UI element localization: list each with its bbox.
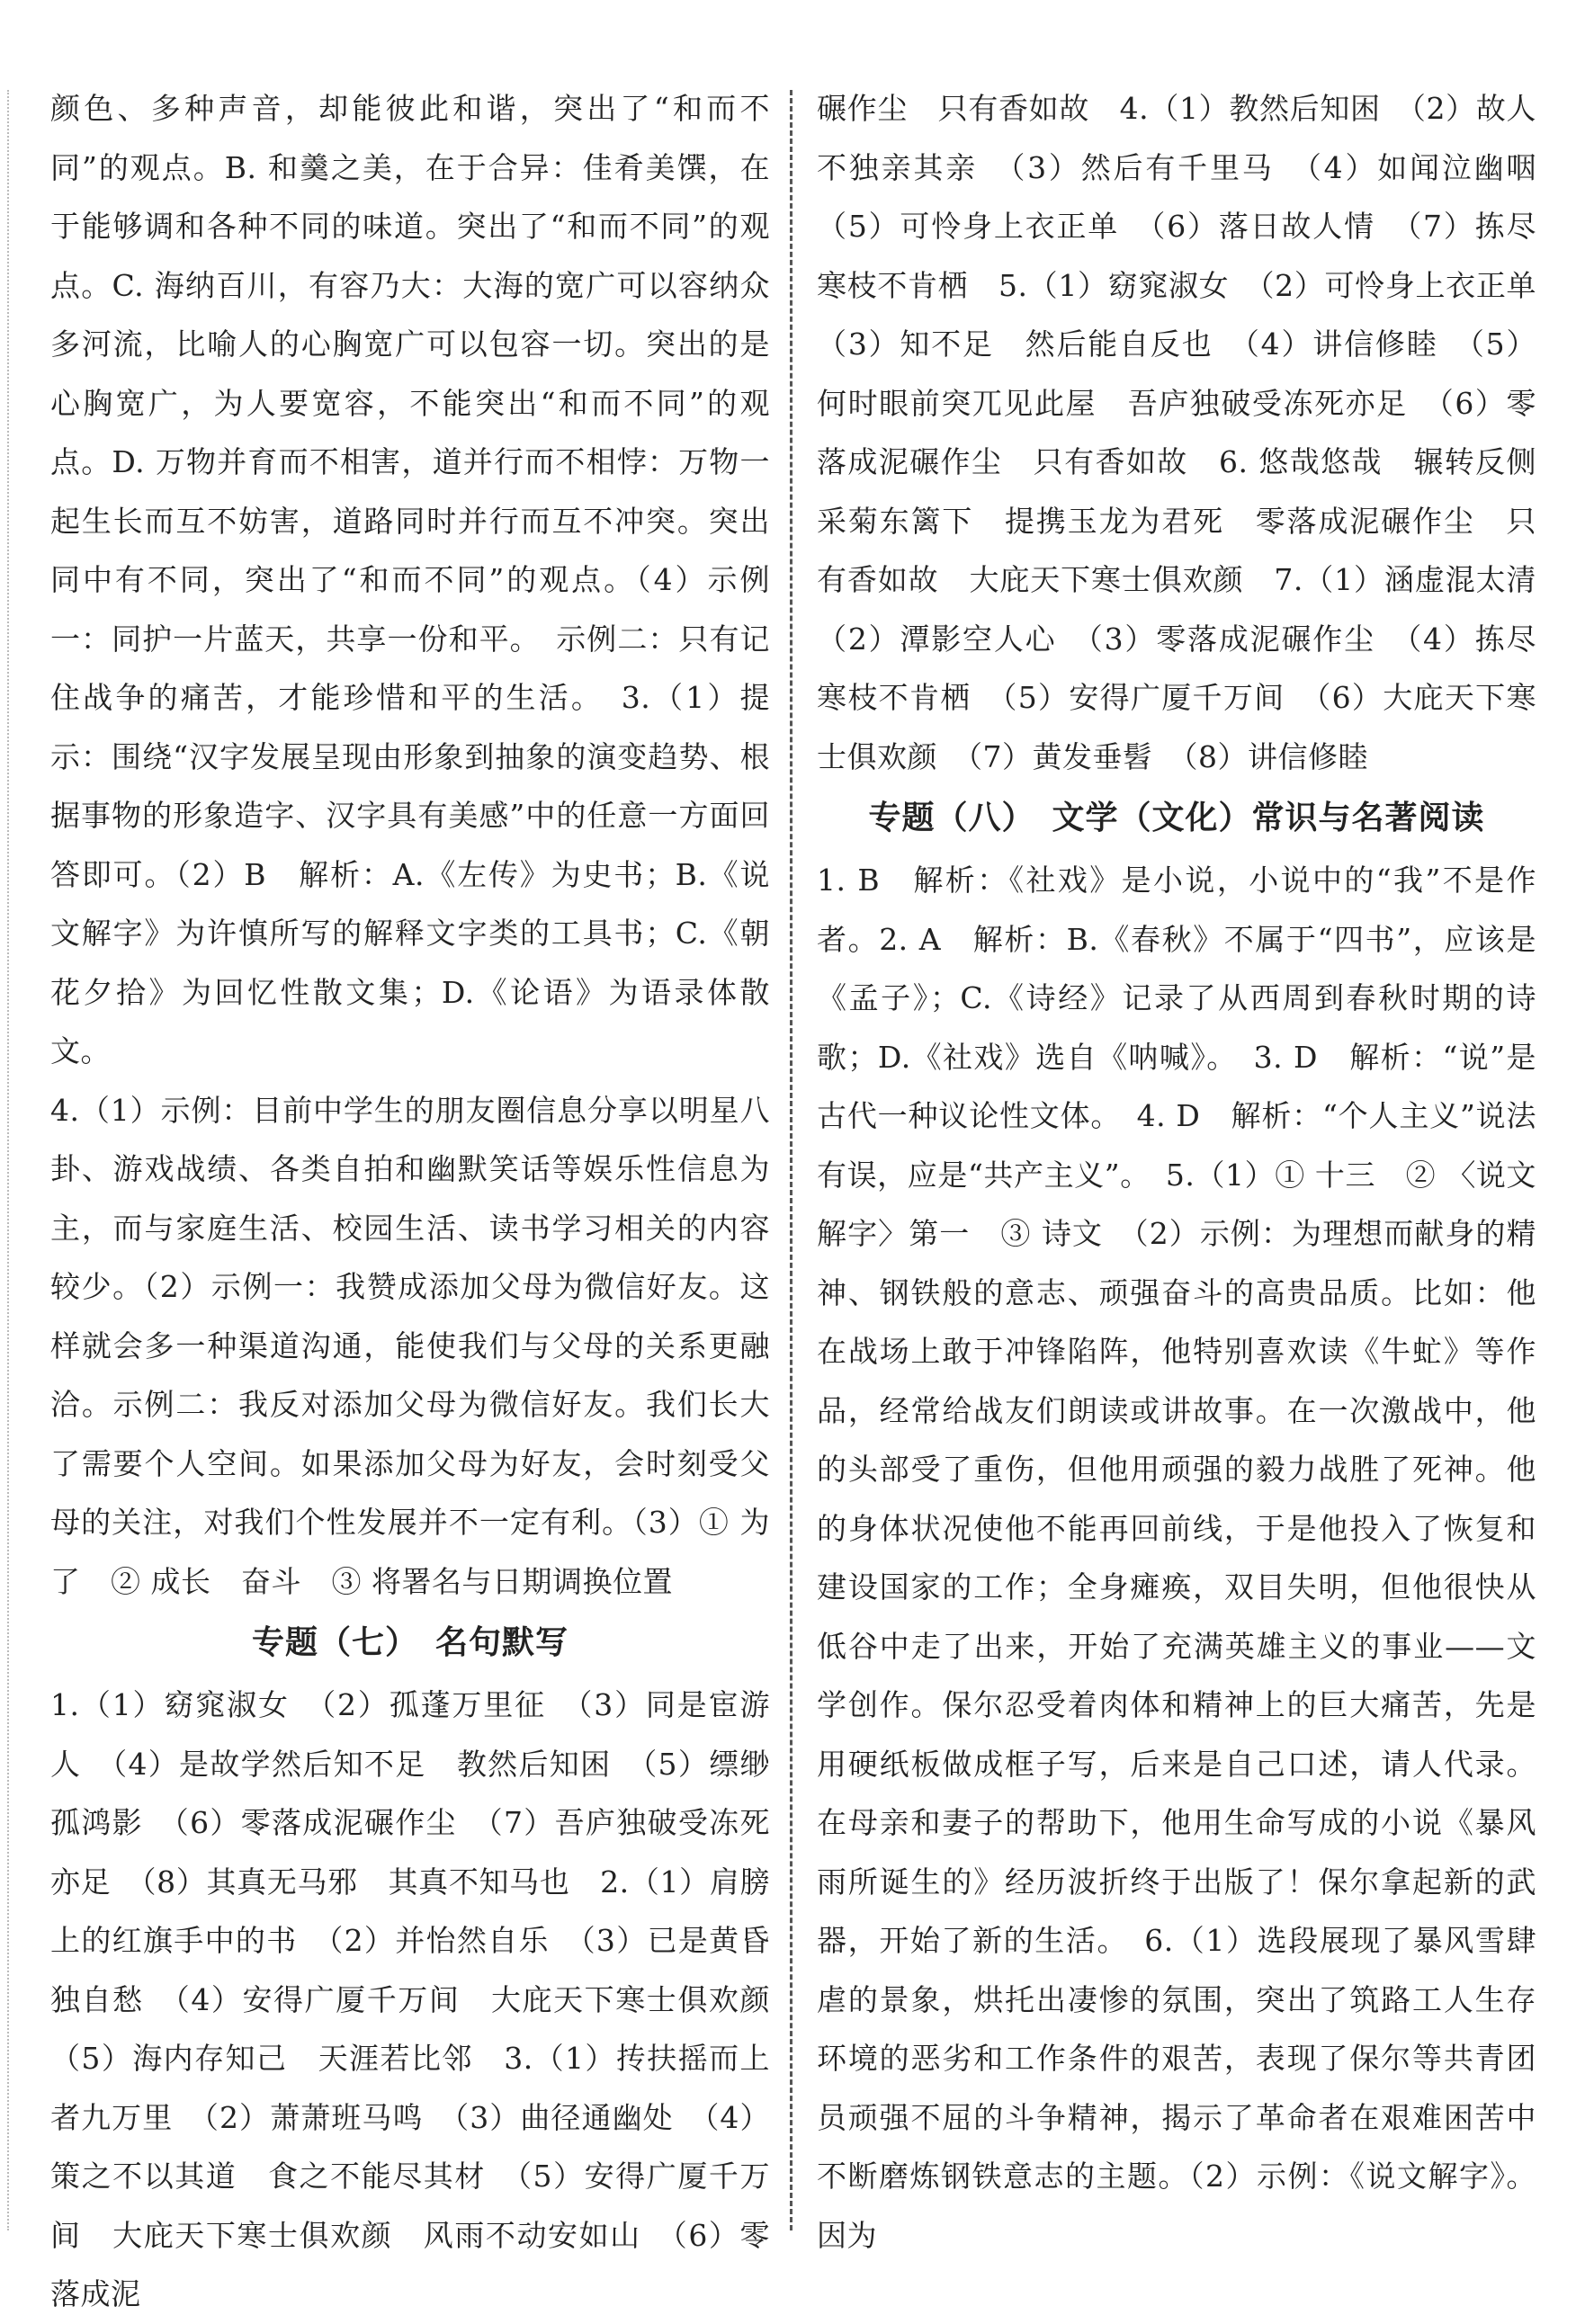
right-paragraph-2: 1. B 解析：《社戏》是小说，小说中的“我”不是作者。2. A 解析：B.《春秋》不属于“四书”，应该是《孟子》；C.《诗经》记录了从西周到春秋时期的诗歌；D.《社戏》选自《呐喊》。 3. D 解析：“说”是古代一种议论性文体。 4. D 解析：“个人主义”说法有误，应是“共产主义”。 5.（1）① 十三 ② 〈说文解字〉第一 ③ 诗文 （2）示例：为理想而献身的精神、钢铁般的意志、顽强奋斗的高贵品质。比如：他在战场上敢于冲锋陷阵，他特别喜欢读《牛虻》等作品，经常给战友们朗读或讲故事。在一次激战中，他的头部受了重伤，但他用顽强的毅力战胜了死神。他的身体状况使他不能再回前线，于是他投入了恢复和建设国家的工作；全身瘫痪，双目失明，但他很快从低谷中走了出来，开始了充满英雄主义的事业——文学创作。保尔忍受着肉体和精神上的巨大痛苦，先是用硬纸板做成框子写，后来是自己口述，请人代录。在母亲和妻子的帮助下，他用生命写成的小说《暴风雨所诞生的》经历波折终于出版了！保尔拿起新的武器，开始了新的生活。 6.（1）选段展现了暴风雪肆虐的景象，烘托出凄惨的氛围，突出了筑路工人生存环境的恶劣和工作条件的艰苦，表现了保尔等共青团员顽强不屈的斗争精神，揭示了革命者在艰难困苦中不断磨炼钢铁意志的主题。（2）示例：《说文解字》。因为 <box>817 863 1536 2253</box>
left-paragraph-2: 4.（1）示例：目前中学生的朋友圈信息分享以明星八卦、游戏战绩、各类自拍和幽默笑话等娱乐性信息为主，而与家庭生活、校园生活、读书学习相关的内容较少。（2）示例一：我赞成添加父母为微信好友。这样就会多一种渠道沟通，能使我们与父母的关系更融洽。示例二：我反对添加父母为微信好友。我们长大了需要个人空间。如果添加父母为好友，会时刻受父母的关注，对我们个性发展并不一定有利。（3）① 为了 ② 成长 奋斗 ③ 将署名与日期调换位置 <box>50 1092 770 1599</box>
left-paragraph-1: 颜色、多种声音，却能彼此和谐，突出了“和而不同”的观点。B. 和羹之美，在于合异：佳肴美馔，在于能够调和各种不同的味道。突出了“和而不同”的观点。C. 海纳百川，有容乃大：大海的宽广可以容纳众多河流，比喻人的心胸宽广可以包容一切。突出的是心胸宽广，为人要宽容，不能突出“和而不同”的观点。D. 万物并育而不相害，道并行而不相悖：万物一起生长而互不妨害，道路同时并行而互不冲突。突出同中有不同，突出了“和而不同”的观点。（4）示例一：同护一片蓝天，共享一份和平。 示例二：只有记住战争的痛苦，才能珍惜和平的生活。 3.（1）提示：围绕“汉字发展呈现由形象到抽象的演变趋势、根据事物的形象造字、汉字具有美感”中的任意一方面回答即可。（2）B 解析：A.《左传》为史书；B.《说文解字》为许慎所写的解释文字类的工具书；C.《朝花夕拾》为回忆性散文集；D.《论语》为语录体散文。 <box>50 91 770 1068</box>
right-column <box>817 79 1567 2265</box>
left-paragraph-3: 1.（1）窈窕淑女 （2）孤蓬万里征 （3）同是宦游人 （4）是故学然后知不足 教然后知困 （5）缥缈孤鸿影 （6）零落成泥碾作尘 （7）吾庐独破受冻死亦足 （8）其真无马邪 其真不知马也 2.（1）肩膀上的红旗手中的书 （2）并怡然自乐 （3）已是黄昏独自愁 （4）安得广厦千万间 大庇天下寒士俱欢颜 （5）海内存知己 天涯若比邻 3.（1）抟扶摇而上者九万里 （2）萧萧班马鸣 （3）曲径通幽处 （4）策之不以其道 食之不能尽其材 （5）安得广厦千万间 大庇天下寒士俱欢颜 风雨不动安如山 （6）零落成泥 <box>50 1687 801 2311</box>
binding-edge <box>7 90 9 2230</box>
section-heading-7: 专题（七） 名句默写 <box>251 1624 569 1661</box>
right-paragraph-1: 碾作尘 只有香如故 4.（1）教然后知困 （2）故人不独亲其亲 （3）然后有千里马 （4）如闻泣幽咽 （5）可怜身上衣正单 （6）落日故人情 （7）拣尽寒枝不肯栖 5.（1）窈窕淑女 （2）可怜身上衣正单 （3）知不足 然后能自反也 （4）讲信修睦 （5）何时眼前突兀见此屋 吾庐独破受冻死亦足 （6）零落成泥碾作尘 只有香如故 6. 悠哉悠哉 辗转反侧 采菊东篱下 提携玉龙为君死 零落成泥碾作尘 只有香如故 大庇天下寒士俱欢颜 7.（1）涵虚混太清 （2）潭影空人心 （3）零落成泥碾作尘 （4）拣尽寒枝不肯栖 （5）安得广厦千万间 （6）大庇天下寒士俱欢颜 （7）黄发垂髫 （8）讲信修睦 <box>817 91 1567 774</box>
section-heading-8: 专题（八） 文学（文化）常识与名著阅读 <box>868 800 1485 836</box>
column-divider <box>790 90 792 2230</box>
left-column <box>50 79 801 2324</box>
